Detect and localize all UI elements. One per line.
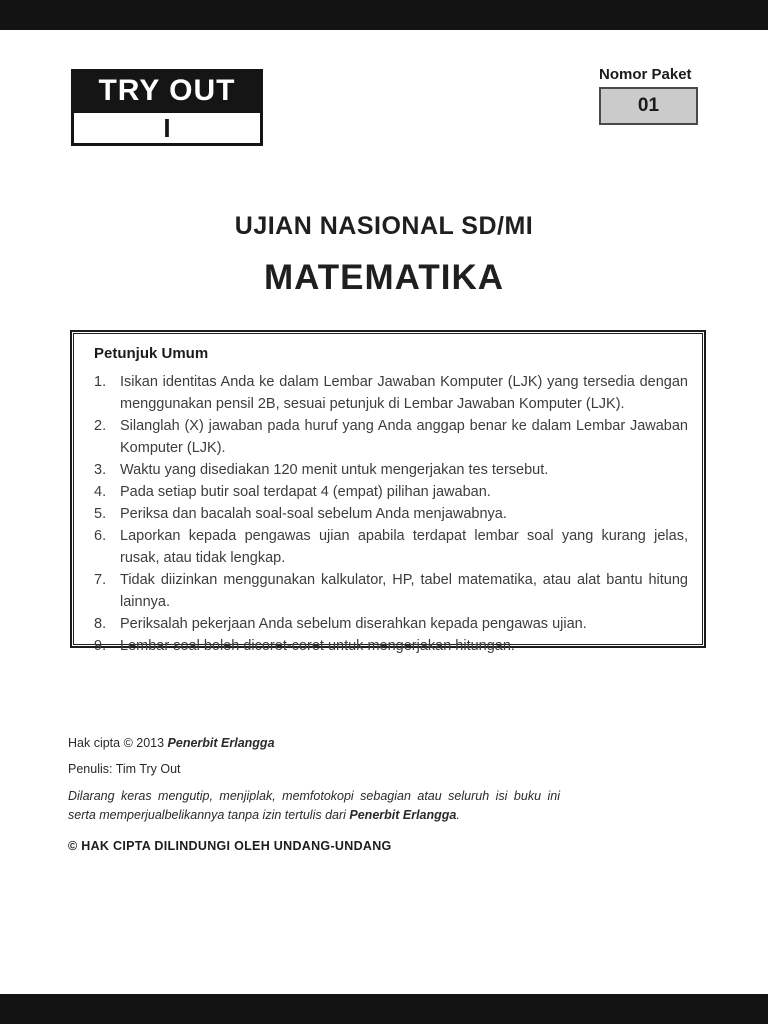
instruction-item bbox=[94, 569, 688, 613]
instruction-item bbox=[94, 481, 688, 503]
item-number: 6. bbox=[94, 528, 107, 544]
item-text: Laporkan kepada pengawas ujian apabila terdapat lembar soal yang kurang jelas, rusak, atau tidak lengkap. bbox=[120, 528, 688, 566]
item-text: Periksa dan bacalah soal-soal sebelum Anda menjawabnya. bbox=[120, 506, 507, 522]
try-out-label: TRY OUT bbox=[71, 69, 263, 113]
publisher-footer bbox=[68, 736, 560, 853]
item-text: Periksalah pekerjaan Anda sebelum diserahkan kepada pengawas ujian. bbox=[120, 616, 587, 632]
author-line: Penulis: Tim Try Out bbox=[68, 762, 181, 776]
copyright-prefix: Hak cipta © 2013 bbox=[68, 736, 168, 750]
item-number: 5. bbox=[94, 506, 107, 522]
disclaimer-suffix: . bbox=[456, 808, 460, 822]
disclaimer-prefix: Dilarang keras mengutip, menjiplak, memfotokopi sebagian atau seluruh isi buku ini serta memperjualbelikannya tanpa izin tertulis dari bbox=[68, 789, 560, 822]
item-number: 4. bbox=[94, 484, 107, 500]
item-text: Silanglah (X) jawaban pada huruf yang Anda anggap benar ke dalam Lembar Jawaban Komputer (LJK). bbox=[120, 418, 688, 456]
bottom-letterbox-bar bbox=[0, 994, 768, 1024]
item-text: Isikan identitas Anda ke dalam Lembar Jawaban Komputer (LJK) yang tersedia dengan menggunakan pensil 2B, sesuai petunjuk di Lembar Jawaban Komputer (LJK). bbox=[120, 374, 688, 412]
try-out-number: I bbox=[71, 113, 263, 146]
item-number: 1. bbox=[94, 374, 107, 390]
rights-line: © HAK CIPTA DILINDUNGI OLEH UNDANG-UNDANG bbox=[68, 839, 392, 853]
item-text: Pada setiap butir soal terdapat 4 (empat) pilihan jawaban. bbox=[120, 484, 491, 500]
item-text: Lembar soal boleh dicoret-coret untuk mengerjakan hitungan. bbox=[120, 638, 515, 654]
nomor-paket-label: Nomor Paket bbox=[599, 66, 692, 83]
try-out-badge bbox=[71, 69, 263, 146]
instructions-box-inner bbox=[73, 333, 703, 654]
instruction-item bbox=[94, 525, 688, 569]
instructions-box bbox=[70, 330, 706, 654]
exam-title: UJIAN NASIONAL SD/MI bbox=[234, 212, 534, 240]
instruction-item bbox=[94, 415, 688, 459]
instruction-item bbox=[94, 459, 688, 481]
instruction-item bbox=[94, 613, 688, 635]
item-number: 2. bbox=[94, 418, 107, 434]
nomor-paket-box: 01 bbox=[599, 87, 698, 125]
subject-title: MATEMATIKA bbox=[263, 258, 505, 297]
copyright-publisher: Penerbit Erlangga bbox=[167, 736, 275, 750]
item-text: Tidak diizinkan menggunakan kalkulator, HP, tabel matematika, atau alat bantu hitung lainnya. bbox=[120, 572, 688, 610]
top-letterbox-bar bbox=[0, 0, 768, 30]
item-number: 7. bbox=[94, 572, 107, 588]
instruction-item bbox=[94, 635, 688, 657]
instructions-list bbox=[94, 371, 688, 657]
instruction-item bbox=[94, 503, 688, 525]
item-number: 8. bbox=[94, 616, 107, 632]
item-number: 3. bbox=[94, 462, 107, 478]
disclaimer-publisher: Penerbit Erlangga bbox=[349, 808, 457, 822]
item-number: 9. bbox=[94, 638, 107, 654]
item-text: Waktu yang disediakan 120 menit untuk mengerjakan tes tersebut. bbox=[120, 462, 549, 478]
instructions-title: Petunjuk Umum bbox=[94, 345, 209, 362]
copyright-line bbox=[68, 736, 560, 750]
disclaimer-paragraph bbox=[68, 787, 560, 825]
instruction-item bbox=[94, 371, 688, 415]
